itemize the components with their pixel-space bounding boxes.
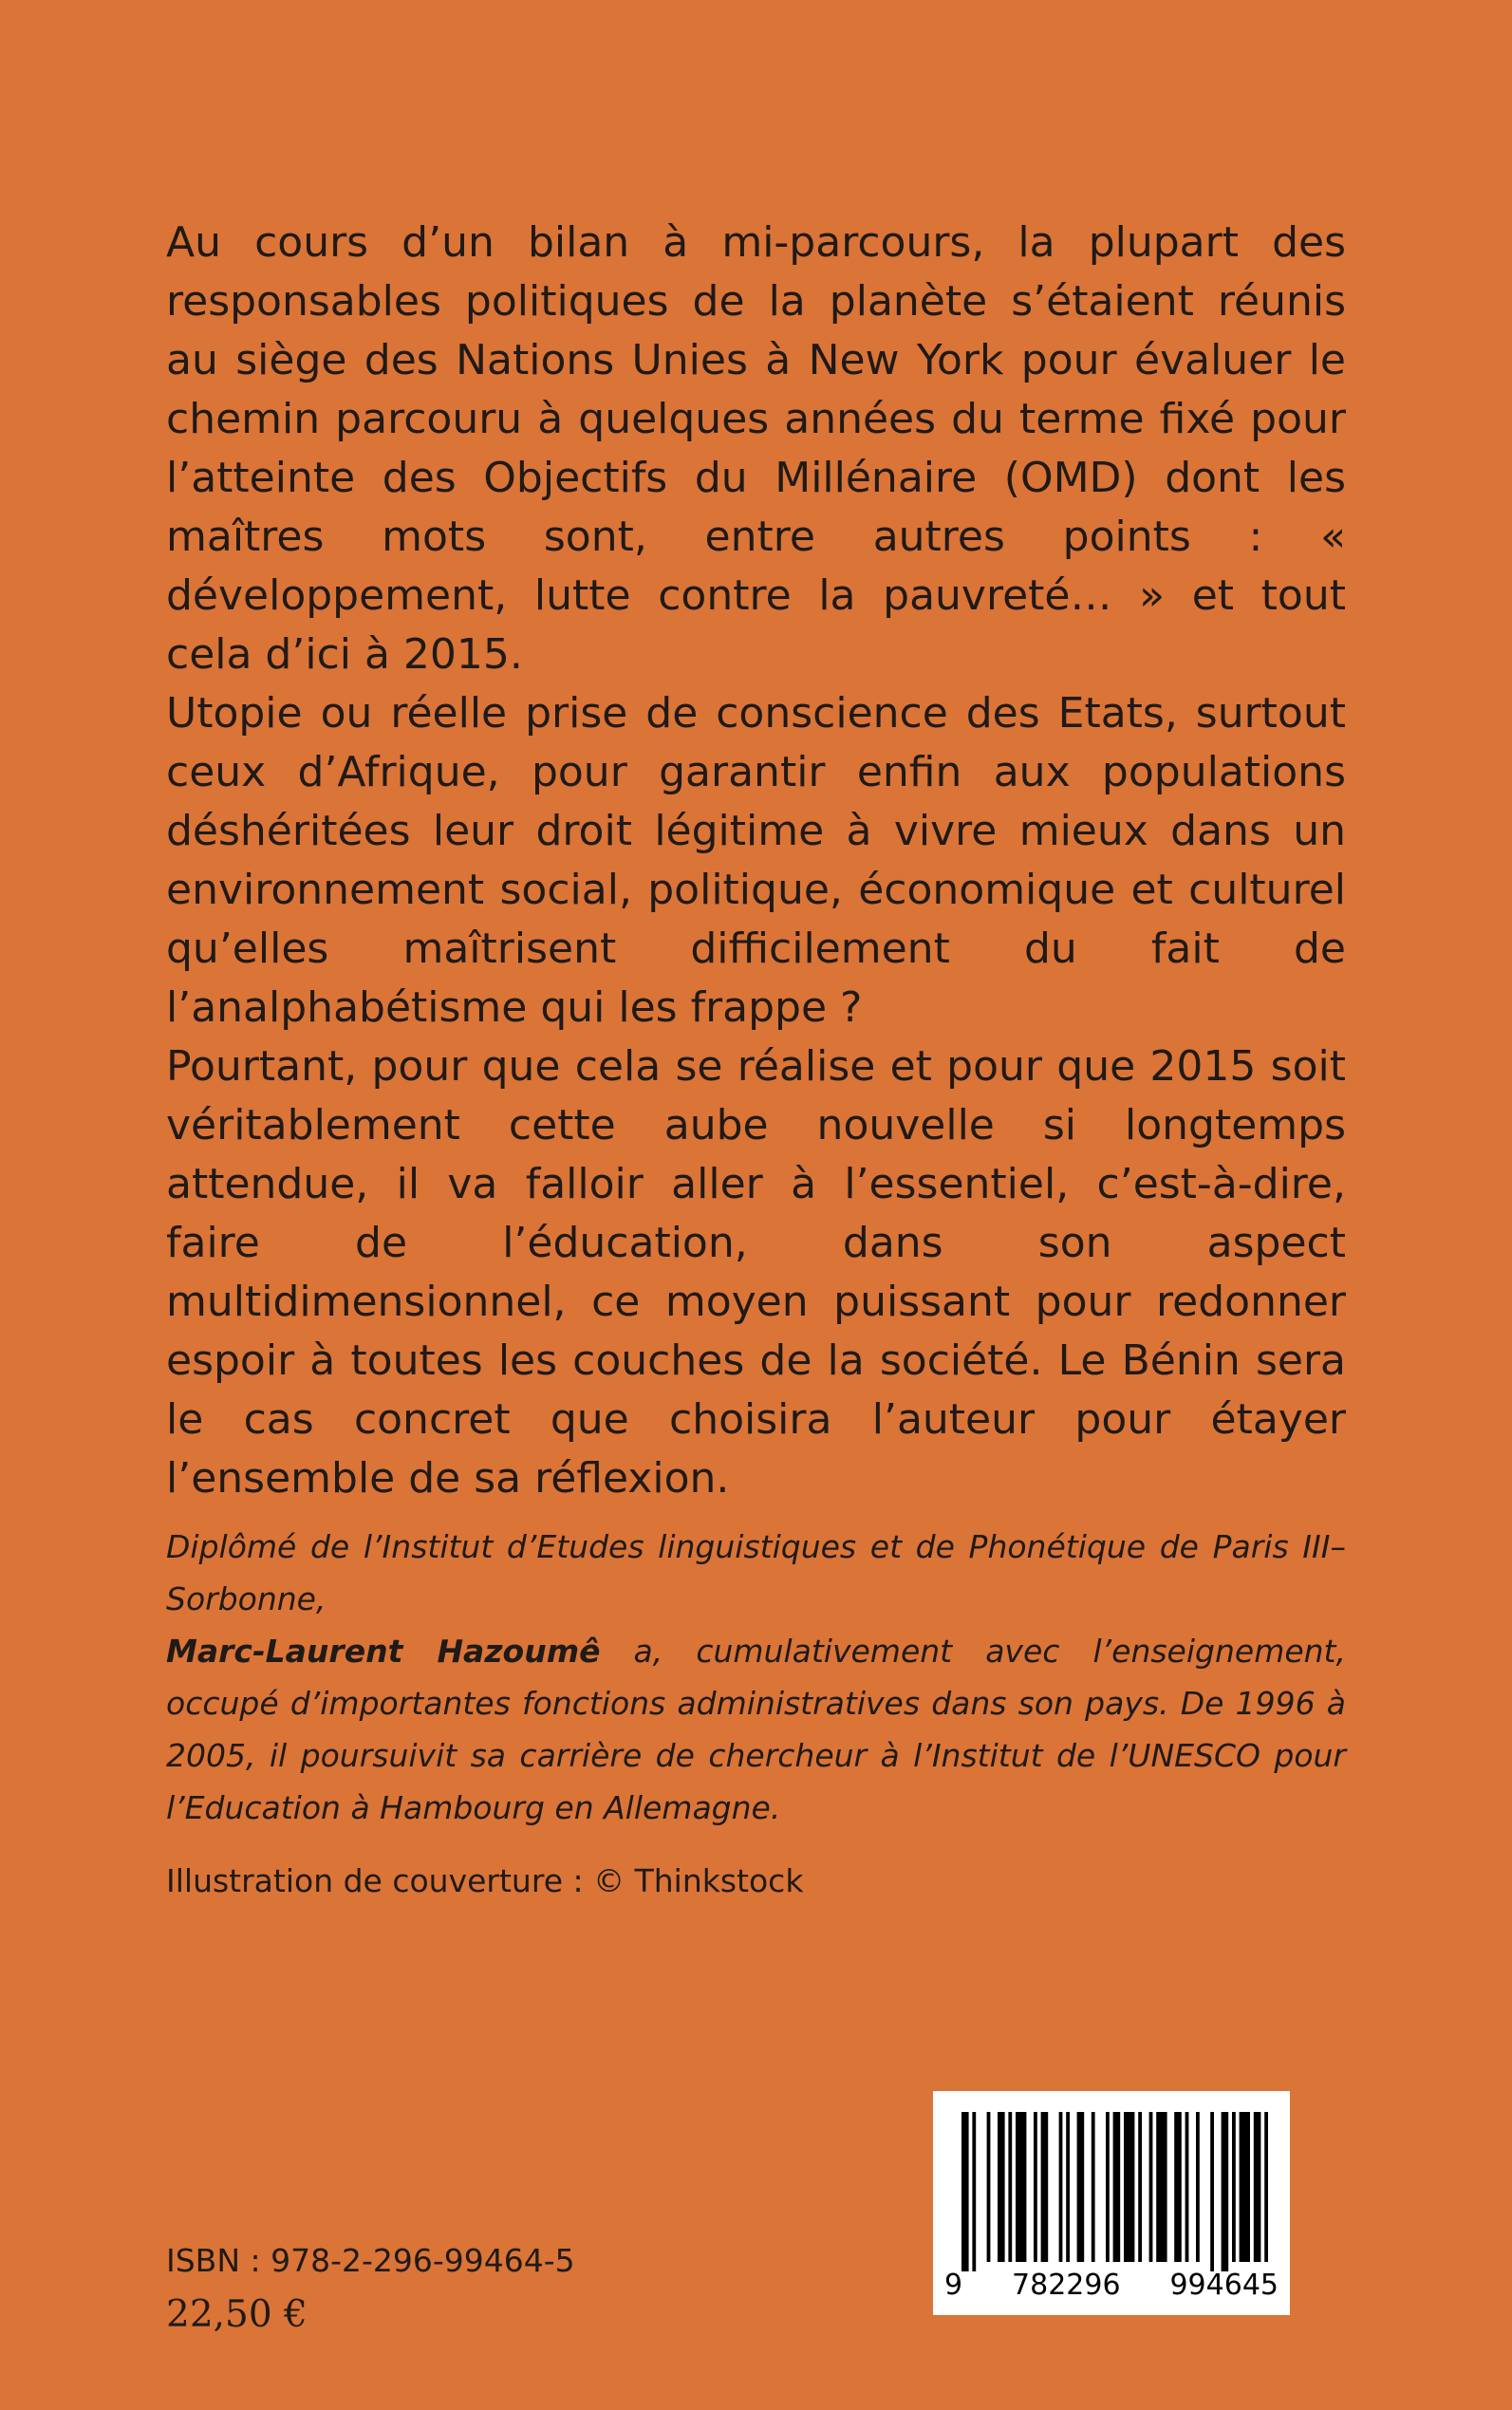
barcode-digit-group-right: 994645: [1169, 2269, 1279, 2302]
barcode-bar: [1077, 2112, 1085, 2262]
summary-paragraph-3: Pourtant, pour que cela se réalise et pour que 2015 soit véritablement cette aube nouvelle si longtemps attendue, il va falloir aller à l’essentiel, c’est-à-dire, faire de l’éducation, dans son aspect multidimensionnel, ce moyen puissant pour redonner espoir à toutes les couches de la société. Le Bénin sera le cas concret que choisira l’auteur pour étayer l’ensemble de sa réflexion.: [166, 1042, 1346, 1503]
barcode-bar: [1210, 2112, 1214, 2271]
barcode-bar: [1016, 2112, 1026, 2262]
barcode-bar: [1174, 2112, 1182, 2262]
isbn: ISBN : 978-2-296-99464-5: [166, 2242, 575, 2279]
price: 22,50 €: [166, 2293, 308, 2336]
author-name: Marc-Laurent Hazoumê: [166, 1633, 601, 1670]
barcode-digit-prefix: 9: [944, 2269, 963, 2302]
barcode-bar: [1240, 2112, 1250, 2262]
barcode-bar: [1222, 2112, 1229, 2271]
barcode-digits: [944, 2269, 1279, 2303]
back-cover-summary: [166, 214, 1346, 1508]
barcode-bar: [987, 2112, 991, 2262]
barcode-bar: [1092, 2112, 1095, 2262]
barcode-bar: [1008, 2112, 1012, 2262]
author-bio-intro: Diplômé de l’Institut d’Etudes linguistiques et de Phonétique de Paris III–Sorbonne,: [166, 1528, 1346, 1617]
author-bio-text: [166, 1521, 1346, 1834]
author-bio-rest: a, cumulativement avec l’enseignement, occupé d’importantes fonctions administratives dans son pays. De 1996 à 2005, il poursuivit sa carrière de chercheur à l’Institut de l’UNESCO pour l’Education à Hambourg en Allemagne.: [166, 1633, 1346, 1826]
barcode-bar: [961, 2112, 969, 2271]
barcode-bar: [1124, 2112, 1134, 2262]
barcode-bar: [998, 2112, 1005, 2262]
barcode-bar: [1059, 2112, 1063, 2262]
barcode-bar: [1106, 2112, 1110, 2262]
barcode-bar: [1041, 2112, 1049, 2262]
summary-paragraph-1: Au cours d’un bilan à mi-parcours, la plupart des responsables politiques de la planète s’étaient réunis au siège des Nations Unies à New York pour évaluer le chemin parcouru à quelques années du terme fixé pour l’atteinte des Objectifs du Millénaire (OMD) dont les maîtres mots sont, entre autres points : « développement, lutte contre la pauvreté… » et tout cela d’ici à 2015.: [166, 218, 1346, 679]
barcode: [933, 2091, 1290, 2315]
author-bio: [166, 1521, 1346, 1834]
barcode-bar: [1156, 2112, 1167, 2262]
barcode-bar: [1149, 2112, 1153, 2262]
barcode-bar: [1138, 2112, 1142, 2262]
barcode-digit-group-left: 782296: [1012, 2269, 1121, 2302]
barcode-bar: [1254, 2112, 1261, 2262]
illustration-credit: Illustration de couverture : © Thinkstock: [166, 1862, 804, 1899]
barcode-bar: [1232, 2112, 1236, 2262]
barcode-bar: [1185, 2112, 1189, 2262]
barcode-bar: [1034, 2112, 1037, 2262]
barcode-bar: [1196, 2112, 1200, 2262]
summary-paragraph-2: Utopie ou réelle prise de conscience des Etats, surtout ceux d’Afrique, pour garantir enfin aux populations déshéritées leur droit légitime à vivre mieux dans un environnement social, politique, économique et culturel qu’elles maîtrisent difficilement du fait de l’analphabétisme qui les frappe ?: [166, 689, 1346, 1032]
barcode-bar: [1264, 2112, 1268, 2262]
barcode-bar: [972, 2112, 976, 2271]
barcode-bar: [1113, 2112, 1121, 2262]
barcode-bar: [1066, 2112, 1070, 2262]
